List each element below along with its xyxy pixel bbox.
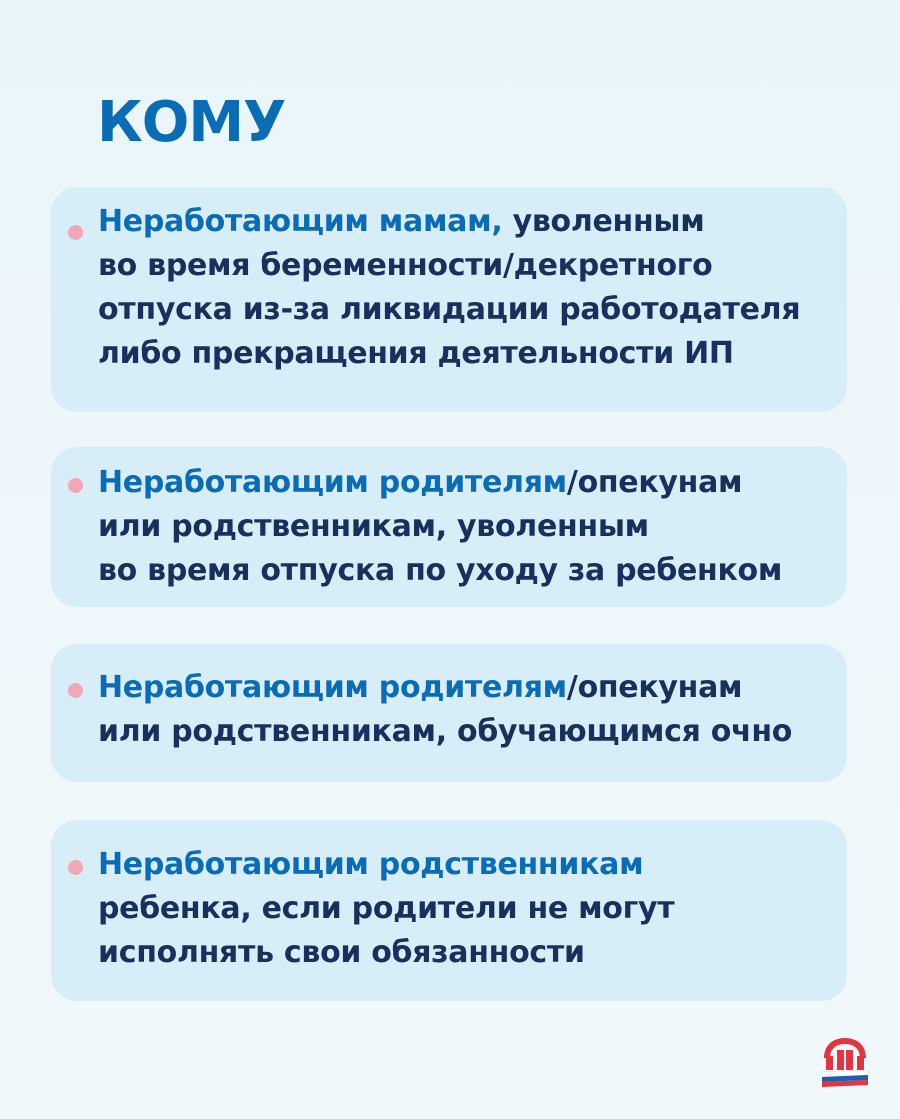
bullet-icon (68, 683, 83, 698)
list-item-rest: уволенным во время беременности/декретного отпуска из-за ликвидации работодателя либо прекращения деятельности ИП (98, 204, 801, 371)
list-item-rest: /опекунам или родственникам, уволенным во время отпуска по уходу за ребенком (98, 465, 783, 588)
pfr-logo-icon (820, 1032, 870, 1088)
list-item (51, 820, 847, 1001)
list-item-highlight: Неработающим родственникам (98, 847, 644, 882)
bullet-icon (68, 478, 83, 493)
list-item-rest: ребенка, если родители не могут исполнять свои обязанности (98, 891, 675, 970)
list-item-text (98, 666, 837, 754)
bullet-icon (68, 225, 83, 240)
list-item (51, 447, 847, 607)
page-title: КОМУ (97, 90, 286, 155)
list-item-highlight: Неработающим родителям (98, 670, 567, 705)
list-item-text (98, 461, 837, 593)
list-item-text (98, 843, 837, 975)
bullet-icon (68, 860, 83, 875)
list-item-highlight: Неработающим мамам, (98, 204, 503, 239)
list-item-highlight: Неработающим родителям (98, 465, 567, 500)
list-item (51, 644, 847, 782)
list-item-text (98, 200, 837, 376)
list-item (51, 187, 847, 412)
list-item-rest: /опекунам или родственникам, обучающимся очно (98, 670, 793, 749)
